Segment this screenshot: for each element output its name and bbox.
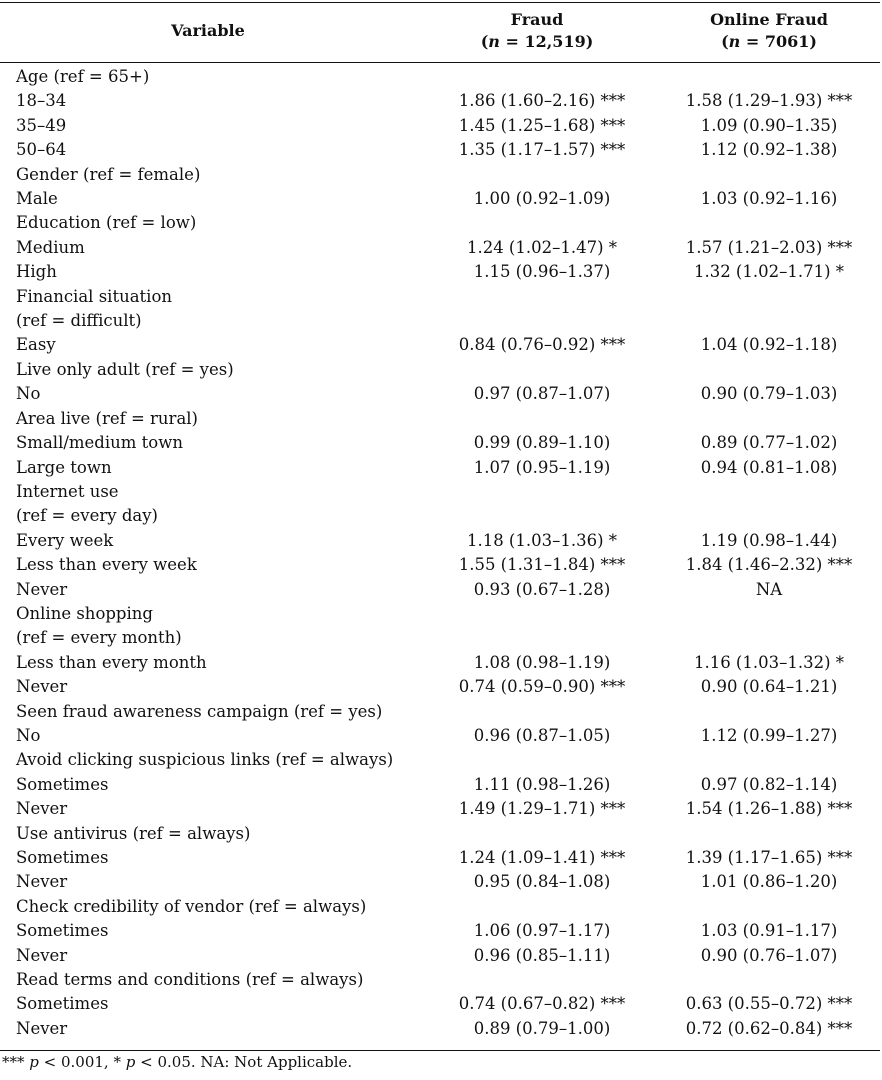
table-row — [0, 651, 880, 675]
table-row — [0, 700, 880, 724]
fraud-value: 0.96 (0.87–1.05) — [473, 725, 611, 745]
online-fraud-cell — [658, 968, 880, 992]
online-fraud-cell — [658, 114, 880, 138]
table-row — [0, 211, 880, 235]
fraud-cell — [416, 553, 658, 577]
row-label: Area live (ref = rural) — [16, 408, 198, 428]
online-fraud-cell — [658, 675, 880, 699]
online-fraud-cell — [658, 285, 880, 309]
row-label: Avoid clicking suspicious links (ref = always) — [16, 750, 394, 770]
online-fraud-value: 0.90 (0.64–1.21) — [700, 677, 838, 697]
online-fraud-value: 1.19 (0.98–1.44) — [700, 530, 838, 550]
table-row — [0, 748, 880, 772]
row-label: Sometimes — [16, 994, 109, 1014]
table-row — [0, 968, 880, 992]
online-fraud-value: 1.84 (1.46–2.32) *** — [685, 555, 853, 575]
row-label: Large town — [16, 457, 112, 477]
fraud-value: 0.95 (0.84–1.08) — [473, 872, 611, 892]
fraud-cell — [416, 797, 658, 821]
fraud-value: 0.93 (0.67–1.28) — [473, 579, 611, 599]
online-fraud-cell — [658, 846, 880, 870]
footnote-text: < 0.001, * — [38, 1053, 126, 1071]
fraud-value: 1.18 (1.03–1.36) * — [466, 530, 618, 550]
row-label: 18–34 — [16, 91, 67, 111]
table-row — [0, 992, 880, 1016]
online-fraud-value: 0.90 (0.76–1.07) — [700, 945, 838, 965]
online-fraud-cell — [658, 529, 880, 553]
online-fraud-value: 1.57 (1.21–2.03) *** — [685, 237, 853, 257]
row-label: Less than every week — [16, 555, 197, 575]
table-row — [0, 797, 880, 821]
row-label: Never — [16, 1018, 68, 1038]
fraud-cell — [416, 578, 658, 602]
table-row — [0, 944, 880, 968]
row-label: No — [16, 384, 41, 404]
online-fraud-value: 0.63 (0.55–0.72) *** — [685, 994, 853, 1014]
table-row — [0, 65, 880, 89]
table-row — [0, 626, 880, 650]
fraud-cell — [416, 333, 658, 357]
online-fraud-value: 1.03 (0.92–1.16) — [700, 189, 838, 209]
row-label: Read terms and conditions (ref = always) — [16, 970, 364, 990]
fraud-cell — [416, 602, 658, 626]
fraud-value: 1.15 (0.96–1.37) — [473, 262, 611, 282]
row-label: 35–49 — [16, 115, 67, 135]
fraud-cell — [416, 919, 658, 943]
table-row — [0, 431, 880, 455]
table-row — [0, 602, 880, 626]
online-fraud-cell — [658, 553, 880, 577]
row-label: Never — [16, 579, 68, 599]
fraud-cell — [416, 236, 658, 260]
column-n: (n = 7061) — [721, 32, 817, 51]
fraud-value: 1.49 (1.29–1.71) *** — [458, 799, 626, 819]
row-label: Male — [16, 189, 58, 209]
fraud-cell — [416, 626, 658, 650]
column-header-variable — [0, 0, 416, 62]
row-label: Use antivirus (ref = always) — [16, 823, 251, 843]
table-row — [0, 89, 880, 113]
fraud-cell — [416, 846, 658, 870]
table-row — [0, 1017, 880, 1041]
fraud-value: 1.55 (1.31–1.84) *** — [458, 555, 626, 575]
row-label: Every week — [16, 530, 114, 550]
fraud-cell — [416, 968, 658, 992]
row-label: 50–64 — [16, 140, 67, 160]
footnote-p: p — [29, 1053, 39, 1071]
fraud-value: 1.11 (0.98–1.26) — [473, 774, 611, 794]
online-fraud-cell — [658, 504, 880, 528]
row-label: Age (ref = 65+) — [16, 67, 150, 86]
online-fraud-cell — [658, 431, 880, 455]
online-fraud-cell — [658, 65, 880, 89]
row-label: Internet use — [16, 481, 119, 501]
fraud-value: 1.45 (1.25–1.68) *** — [458, 115, 626, 135]
online-fraud-value: 1.12 (0.92–1.38) — [700, 140, 838, 160]
fraud-cell — [416, 138, 658, 162]
row-label: Check credibility of vendor (ref = always) — [16, 896, 367, 916]
row-label: High — [16, 262, 57, 282]
online-fraud-cell — [658, 1017, 880, 1041]
row-label: Easy — [16, 335, 56, 355]
table-row — [0, 773, 880, 797]
online-fraud-value: 1.32 (1.02–1.71) * — [693, 262, 845, 282]
fraud-cell — [416, 456, 658, 480]
table-row — [0, 822, 880, 846]
table-row — [0, 236, 880, 260]
row-label: (ref = every month) — [16, 628, 182, 648]
online-fraud-value: 1.09 (0.90–1.35) — [700, 115, 838, 135]
table-row — [0, 529, 880, 553]
table-row — [0, 187, 880, 211]
row-label: (ref = every day) — [16, 506, 158, 526]
fraud-cell — [416, 822, 658, 846]
online-fraud-cell — [658, 700, 880, 724]
table-footnote — [2, 1051, 352, 1073]
fraud-value: 1.08 (0.98–1.19) — [473, 652, 611, 672]
online-fraud-cell — [658, 578, 880, 602]
fraud-cell — [416, 700, 658, 724]
online-fraud-value: 0.72 (0.62–0.84) *** — [685, 1018, 853, 1038]
fraud-cell — [416, 211, 658, 235]
row-label: Gender (ref = female) — [16, 164, 201, 184]
table-row — [0, 846, 880, 870]
fraud-value: 0.84 (0.76–0.92) *** — [458, 335, 626, 355]
row-label: Education (ref = low) — [16, 213, 197, 233]
table-row — [0, 407, 880, 431]
fraud-cell — [416, 724, 658, 748]
column-header-online-fraud — [658, 0, 880, 62]
online-fraud-cell — [658, 138, 880, 162]
footnote-text: *** — [2, 1053, 30, 1071]
fraud-cell — [416, 407, 658, 431]
online-fraud-cell — [658, 748, 880, 772]
table-row — [0, 285, 880, 309]
table-body — [0, 62, 880, 1041]
fraud-cell — [416, 260, 658, 284]
table-row — [0, 333, 880, 357]
online-fraud-cell — [658, 626, 880, 650]
table-row — [0, 309, 880, 333]
table-row — [0, 919, 880, 943]
online-fraud-value: 0.97 (0.82–1.14) — [700, 774, 838, 794]
online-fraud-cell — [658, 870, 880, 894]
fraud-cell — [416, 870, 658, 894]
row-label: Never — [16, 945, 68, 965]
fraud-value: 1.07 (0.95–1.19) — [473, 457, 611, 477]
fraud-cell — [416, 89, 658, 113]
online-fraud-cell — [658, 919, 880, 943]
online-fraud-value: NA — [755, 579, 783, 599]
fraud-cell — [416, 114, 658, 138]
table-row — [0, 895, 880, 919]
fraud-cell — [416, 1017, 658, 1041]
fraud-value: 0.97 (0.87–1.07) — [473, 384, 611, 404]
table-row — [0, 138, 880, 162]
online-fraud-value: 1.01 (0.86–1.20) — [700, 872, 838, 892]
row-label: Medium — [16, 237, 85, 257]
fraud-value: 1.00 (0.92–1.09) — [473, 189, 611, 209]
column-title: Fraud — [510, 10, 564, 29]
row-label: Sometimes — [16, 921, 109, 941]
online-fraud-cell — [658, 260, 880, 284]
fraud-cell — [416, 358, 658, 382]
online-fraud-cell — [658, 358, 880, 382]
fraud-cell — [416, 187, 658, 211]
fraud-cell — [416, 895, 658, 919]
column-n: (n = 12,519) — [480, 32, 594, 51]
row-label: Seen fraud awareness campaign (ref = yes) — [16, 701, 383, 721]
footnote-text: < 0.05. NA: Not Applicable. — [135, 1053, 353, 1071]
row-label: Online shopping — [16, 603, 153, 623]
fraud-cell — [416, 748, 658, 772]
fraud-value: 0.96 (0.85–1.11) — [473, 945, 611, 965]
row-label: Sometimes — [16, 848, 109, 867]
table-row — [0, 553, 880, 577]
fraud-cell — [416, 651, 658, 675]
table-row — [0, 578, 880, 602]
online-fraud-value: 0.94 (0.81–1.08) — [700, 457, 838, 477]
fraud-value: 1.86 (1.60–2.16) *** — [458, 91, 626, 111]
column-header-fraud — [416, 0, 658, 62]
row-label: Never — [16, 799, 68, 819]
column-title: Online Fraud — [710, 10, 828, 29]
online-fraud-cell — [658, 651, 880, 675]
table-row — [0, 675, 880, 699]
table-row — [0, 724, 880, 748]
fraud-value: 0.89 (0.79–1.00) — [473, 1018, 611, 1038]
online-fraud-cell — [658, 895, 880, 919]
fraud-value: 0.74 (0.67–0.82) *** — [458, 994, 626, 1014]
table-header — [0, 0, 880, 62]
online-fraud-cell — [658, 773, 880, 797]
online-fraud-cell — [658, 724, 880, 748]
online-fraud-cell — [658, 456, 880, 480]
row-label: Never — [16, 677, 68, 697]
fraud-value: 0.74 (0.59–0.90) *** — [458, 677, 626, 697]
row-label: Small/medium town — [16, 433, 183, 453]
online-fraud-cell — [658, 163, 880, 187]
row-label: Less than every month — [16, 652, 207, 672]
fraud-value: 1.35 (1.17–1.57) *** — [458, 140, 626, 160]
fraud-cell — [416, 529, 658, 553]
online-fraud-cell — [658, 333, 880, 357]
fraud-cell — [416, 773, 658, 797]
table-row — [0, 382, 880, 406]
online-fraud-cell — [658, 382, 880, 406]
online-fraud-cell — [658, 211, 880, 235]
table-row — [0, 870, 880, 894]
online-fraud-cell — [658, 407, 880, 431]
online-fraud-value: 1.39 (1.17–1.65) *** — [685, 848, 853, 867]
online-fraud-cell — [658, 797, 880, 821]
fraud-cell — [416, 944, 658, 968]
fraud-cell — [416, 992, 658, 1016]
table-row — [0, 260, 880, 284]
row-label: (ref = difficult) — [16, 311, 142, 331]
online-fraud-cell — [658, 187, 880, 211]
online-fraud-value: 1.16 (1.03–1.32) * — [693, 652, 845, 672]
online-fraud-value: 1.54 (1.26–1.88) *** — [685, 799, 853, 819]
row-label: Financial situation — [16, 286, 173, 306]
fraud-value: 1.24 (1.02–1.47) * — [466, 237, 618, 257]
online-fraud-cell — [658, 822, 880, 846]
online-fraud-cell — [658, 89, 880, 113]
online-fraud-value: 1.03 (0.91–1.17) — [700, 921, 838, 941]
online-fraud-value: 1.12 (0.99–1.27) — [700, 725, 838, 745]
fraud-cell — [416, 675, 658, 699]
online-fraud-cell — [658, 992, 880, 1016]
online-fraud-value: 0.89 (0.77–1.02) — [700, 433, 838, 453]
table-row — [0, 163, 880, 187]
fraud-cell — [416, 65, 658, 89]
footnote-p: p — [125, 1053, 136, 1071]
fraud-cell — [416, 163, 658, 187]
online-fraud-cell — [658, 480, 880, 504]
online-fraud-cell — [658, 309, 880, 333]
online-fraud-value: 1.04 (0.92–1.18) — [700, 335, 838, 355]
fraud-cell — [416, 480, 658, 504]
online-fraud-cell — [658, 944, 880, 968]
online-fraud-value: 1.58 (1.29–1.93) *** — [685, 91, 853, 111]
table-row — [0, 480, 880, 504]
online-fraud-value: 0.90 (0.79–1.03) — [700, 384, 838, 404]
table-row — [0, 504, 880, 528]
row-label: Live only adult (ref = yes) — [16, 359, 234, 379]
fraud-cell — [416, 285, 658, 309]
column-title: Variable — [171, 21, 245, 40]
fraud-value: 0.99 (0.89–1.10) — [473, 433, 611, 453]
table-row — [0, 114, 880, 138]
online-fraud-cell — [658, 236, 880, 260]
fraud-value: 1.24 (1.09–1.41) *** — [458, 848, 626, 867]
fraud-cell — [416, 504, 658, 528]
fraud-value: 1.06 (0.97–1.17) — [473, 921, 611, 941]
fraud-cell — [416, 382, 658, 406]
table-row — [0, 358, 880, 382]
table-row — [0, 456, 880, 480]
online-fraud-cell — [658, 602, 880, 626]
fraud-cell — [416, 431, 658, 455]
row-label: Never — [16, 872, 68, 892]
row-label: No — [16, 725, 41, 745]
row-label: Sometimes — [16, 774, 109, 794]
fraud-cell — [416, 309, 658, 333]
